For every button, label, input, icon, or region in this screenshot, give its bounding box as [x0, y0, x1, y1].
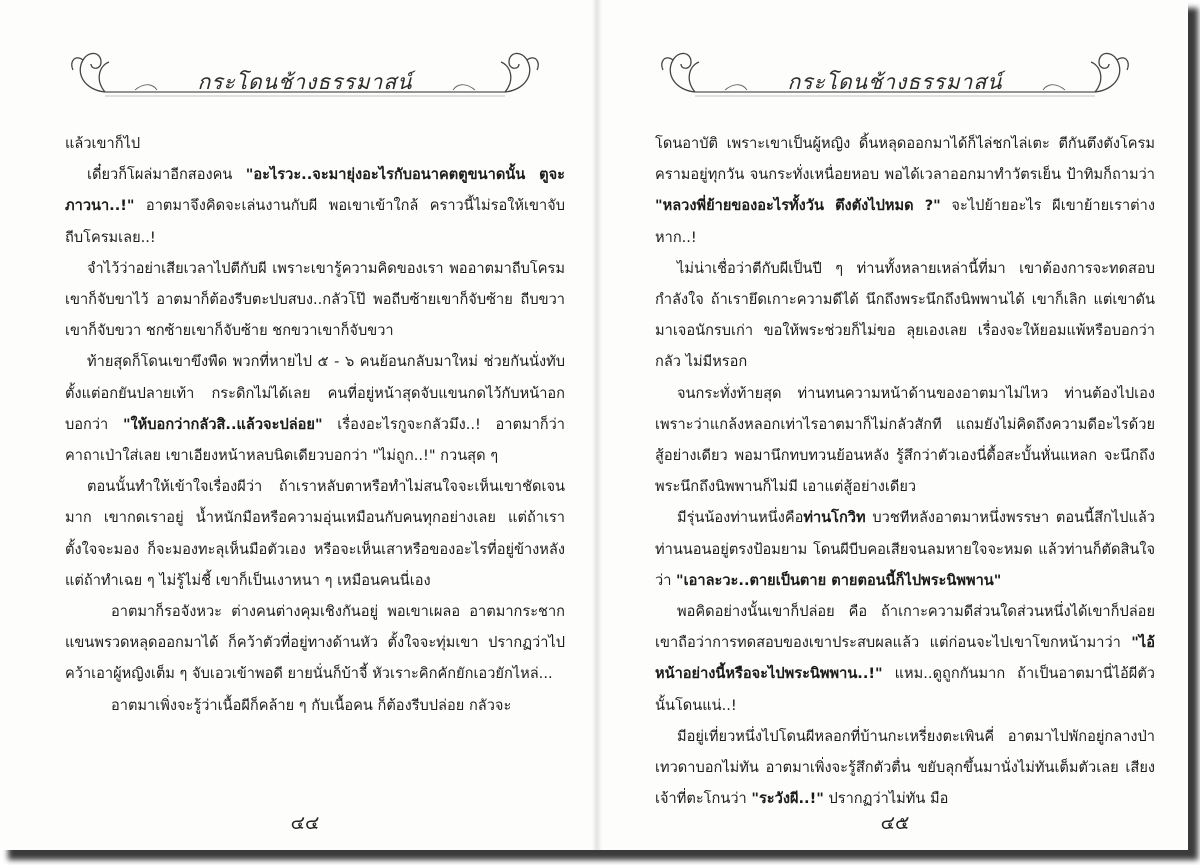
text-run: อาตมาเพิ่งจะรู้ว่าเนื้อผีก็คล้าย ๆ กับเนื้อคน ก็ต้องรีบปล่อย กลัวจะ — [111, 696, 512, 714]
page-number-left: ๔๔ — [290, 812, 320, 834]
left-page — [50, 0, 565, 850]
bold-quote: "หลวงพี่ย้ายของอะไรทั้งวัน ตึงตังไปหมด ?" — [655, 197, 941, 215]
running-header-right — [655, 44, 1135, 100]
text-run: บวชทีหลังอาตมาหนึ่งพรรษา ตอนนี้สึกไปแล้ว ท่านนอนอยู่ตรงป้อมยาม โดนผีบีบคอเสียจนลมหายใจจะหมด แล้วท่านก็ตัดสินใจว่า — [655, 509, 1155, 589]
text-run: โดนอาบัติ เพราะเขาเป็นผู้หญิง ดิ้นหลุดออกมาได้ก็ไล่ชกไล่เตะ ตีกันตึงตังโครมครามอยู่ทุกวัน จนกระทั่งเหนื่อยหอบ พอได้เวลาออกมาทำวัตรเย็น ป้าทิมก็ถามว่า — [655, 135, 1155, 184]
paragraph — [655, 596, 1155, 721]
paragraph — [655, 128, 1155, 253]
left-body-text — [65, 128, 565, 721]
text-run: ปรากฏว่าไม่ทัน มือ — [823, 790, 949, 808]
right-page — [640, 0, 1155, 850]
paragraph — [65, 596, 565, 690]
right-body-text — [655, 128, 1155, 814]
text-run: จำไว้ว่าอย่าเสียเวลาไปตีกับผี เพราะเขารู้ความคิดของเรา พออาตมาถีบโครม เขาก็จับขาไว้ อาตมาก็ต้องรีบตะปบสบง..กลัวโป๊ พอถีบซ้ายเขาก็จับซ้าย ถีบขวาเขาก็จับขวา ชกซ้ายเขาก็จับซ้าย ชกขวาเขาก็จับขวา — [65, 259, 565, 340]
bold-quote: "อะไรวะ..จะมายุ่งอะไรกับอนาคตตูขนาดนั้น ตูจะภาวนา..!" — [65, 166, 565, 215]
running-header-left — [65, 44, 545, 100]
paragraph — [655, 721, 1155, 815]
text-run: ตอนนั้นทำให้เข้าใจเรื่องผีว่า ถ้าเราหลับตาหรือทำไม่สนใจจะเห็นเขาชัดเจนมาก เขากดเราอยู่ น้ำหนักมือหรือความอุ่นเหมือนกับคนทุกอย่างเลย แต่ถ้าเราตั้งใจจะมอง ก็จะมองทะลุเห็นมือตัวเอง หรือจะเห็นเสาหรือของอะไรที่อยู่ข้างหลัง แต่ถ้าทำเฉย ๆ ไม่รู้ไม่ชี้ เขาก็เป็นเงาหนา ๆ เหมือนคนนี่เอง — [65, 478, 565, 589]
text-run: ท้ายสุดก็โดนเขาขึงพืด พวกที่หายไป ๕ - ๖ คนย้อนกลับมาใหม่ ช่วยกันนั่งทับตั้งแต่อกยันปลายเท้า กระดิกไม่ได้เลย คนที่อยู่หน้าสุดจับแขนกดไว้กับหน้าอกบอกว่า — [65, 353, 565, 433]
text-run: จะไปย้ายอะไร ผีเขาย้ายเราต่างหาก..! — [655, 197, 1155, 246]
paragraph — [655, 253, 1155, 378]
paragraph — [65, 346, 565, 471]
bold-quote: "ให้บอกว่ากลัวสิ..แล้วจะปล่อย" — [122, 415, 323, 433]
bold-quote: "ระวังผี..!" — [751, 790, 824, 808]
paragraph — [655, 378, 1155, 503]
running-title: กระโดนช้างธรรมาสน์ — [787, 70, 1003, 94]
page-number-right: ๔๕ — [880, 812, 910, 834]
text-run: เดี๋ยวก็โผล่มาอีกสองคน — [87, 166, 246, 184]
book-gutter — [592, 0, 602, 850]
text-run: มีรุ่นน้องท่านหนึ่งคือ — [677, 509, 804, 527]
text-run: อาตมาจึงคิดจะเล่นงานกับผี พอเขาเข้าใกล้ คราวนี้ไม่รอให้เขาจับ ถีบโครมเลย..! — [65, 197, 565, 246]
text-run: อาตมาก็รอจังหวะ ต่างคนต่างคุมเชิงกันอยู่ พอเขาเผลอ อาตมากระชากแขนพรวดหลุดออกมาได้ ก็คว้าตัวที่อยู่ทางด้านหัว ตั้งใจจะทุ่มเขา ปรากฏว่าไปคว้าเอาผู้หญิงเต็ม ๆ จับเอวเข้าพอดี ยายนั่นก็บ้าจี้ หัวเราะคิกคักยักเอวยักไหล่... — [65, 603, 565, 683]
bold-quote: "ไอ้หน้าอย่างนี้หรือจะไปพระนิพพาน..!" — [655, 634, 1155, 683]
paragraph — [65, 159, 565, 253]
bold-quote: ท่านโกวิท — [803, 509, 866, 527]
paragraph — [655, 502, 1155, 596]
paragraph — [65, 253, 565, 347]
paragraph — [65, 471, 565, 596]
text-run: เรื่องอะไรกูจะกลัวมึง..! อาตมาก็ว่าคาถาเป่าใส่เลย เขาเอียงหน้าหลบนิดเดียวบอกว่า "ไม่ถูก..!" กวนสุด ๆ — [65, 415, 565, 465]
paragraph — [65, 128, 565, 159]
text-run: ไม่น่าเชื่อว่าตีกับผีเป็นปี ๆ ท่านทั้งหลายเหล่านี้ที่มา เขาต้องการจะทดสอบกำลังใจ ถ้าเรายึดเกาะความดีได้ นึกถึงพระนึกถึงนิพพานได้ เขาก็เลิก แต่เขาดันมาเจอนักรบเก่า ขอให้พระช่วยก็ไม่ขอ ลุยเองเลย เรื่องจะให้ยอมแพ้หรือบอกว่ากลัว ไม่มีหรอก — [655, 259, 1155, 371]
text-run: พอคิดอย่างนั้นเขาก็ปล่อย คือ ถ้าเกาะความดีส่วนใดส่วนหนึ่งได้เขาก็ปล่อย เขาถือว่าการทดสอบของเขาประสบผลแล้ว แต่ก่อนจะไปเขาโขกหน้ามาว่า — [655, 603, 1155, 652]
text-run: มีอยู่เที่ยวหนึ่งไปโดนผีหลอกที่บ้านกะเหรี่ยงตะเพินคี่ อาตมาไปพักอยู่กลางป่า เทวดาบอกไม่ทัน อาตมาเพิ่งจะรู้สึกตัวตื่น ขยับลุกขึ้นมานั่งไม่ทันเต็มตัวเลย เสียงเจ้าที่ตะโกนว่า — [655, 727, 1155, 808]
text-run: แล้วเขาก็ไป — [65, 135, 141, 152]
bold-quote: "เอาละวะ..ตายเป็นตาย ตายตอนนี้ก็ไปพระนิพพาน" — [676, 571, 1002, 589]
text-run: แหม..ดูถูกกันมาก ถ้าเป็นอาตมานี่ไอ้ผีตัวนั้นโดนแน่..! — [655, 665, 1155, 714]
paragraph — [65, 690, 565, 721]
text-run: จนกระทั่งท้ายสุด ท่านทนความหน้าด้านของอาตมาไม่ไหว ท่านต้องไปเอง เพราะว่าแกล้งหลอกเท่าไรอาตมาก็ไม่กลัวสักที แถมยังไม่คิดถึงความดีอะไรด้วย สู้อย่างเดียว พอมานึกทบทวนย้อนหลัง รู้สึกว่าตัวเองนี่ดื้อสะบั้นหั่นแหลก จะนึกถึงพระนึกถึงนิพพานก็ไม่มี เอาแต่สู้อย่างเดียว — [655, 384, 1155, 496]
running-title: กระโดนช้างธรรมาสน์ — [197, 70, 413, 94]
